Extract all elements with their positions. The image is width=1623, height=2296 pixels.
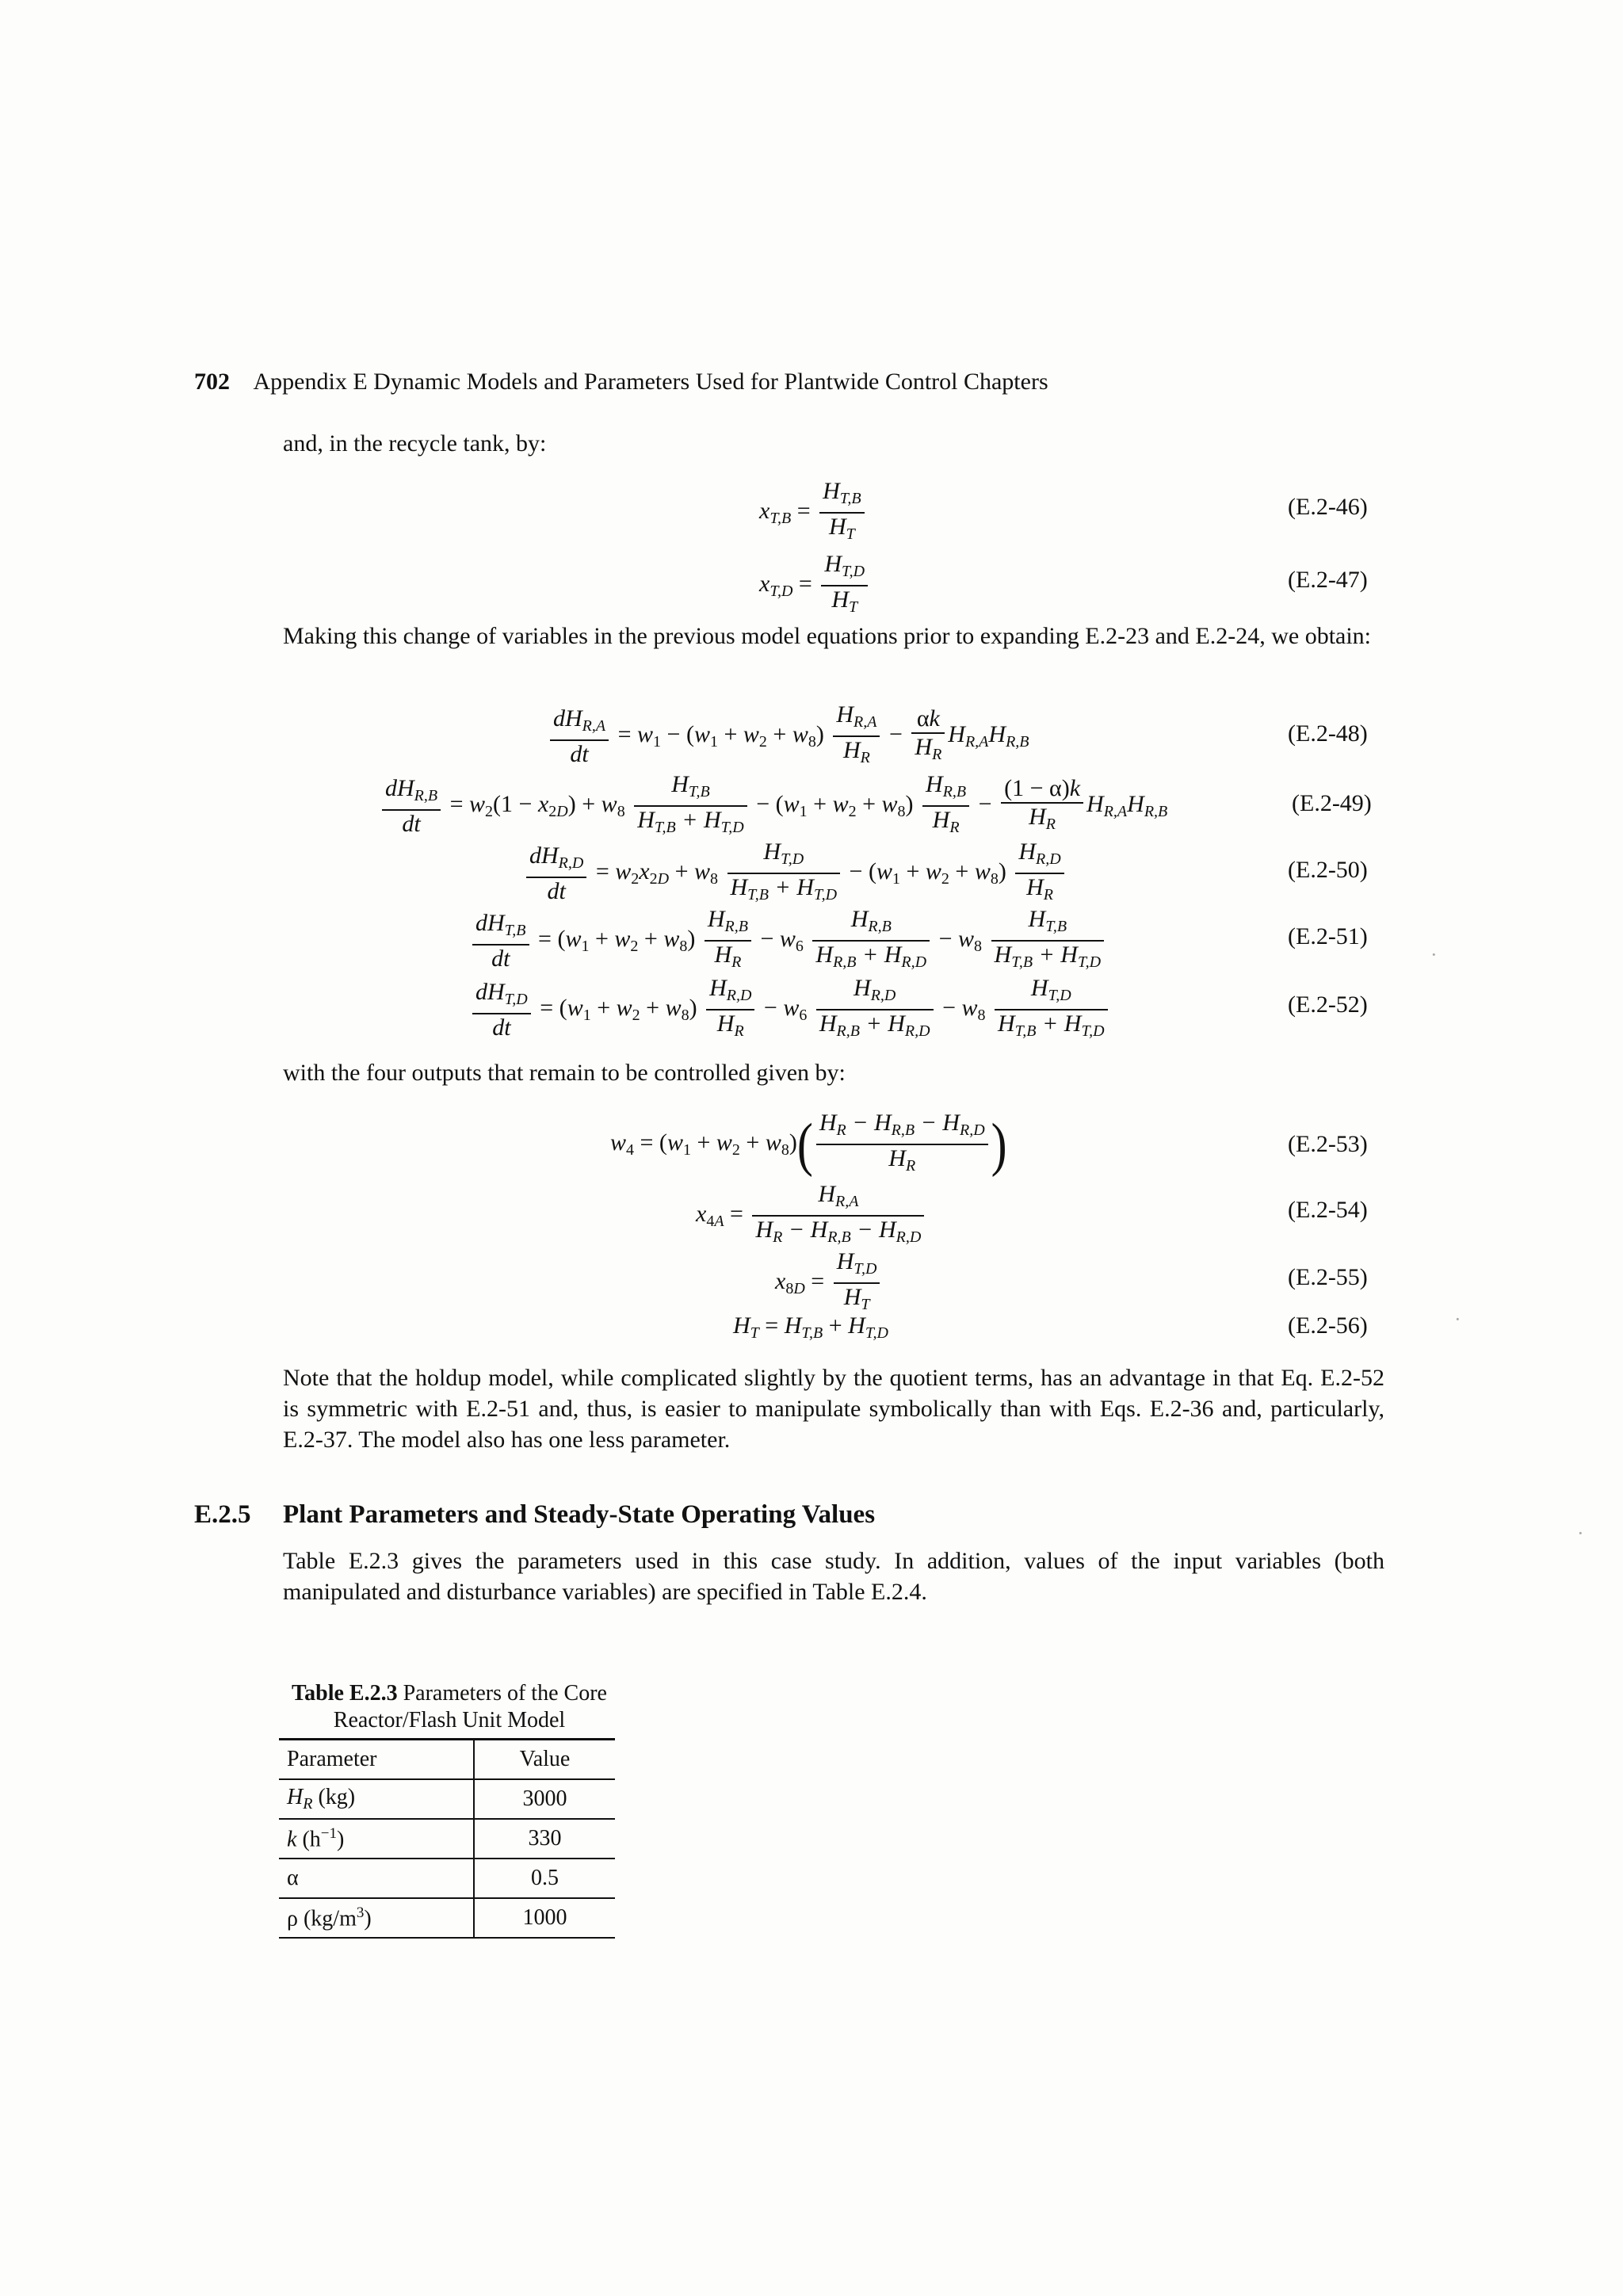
equation-e2-48: $\frac{dH_{R,A}}{dt}$ = $w_1 - (w_1 + w_2 + w_8)$ $\frac{H_{R,A}}{H_R}$ − $\frac{\alpha k}{H_R}$ $H_{R,A}H_{R,B}$: [547, 701, 1029, 771]
section-number: E.2.5: [194, 1500, 251, 1529]
change-vars-text: Making this change of variables in the previous model equations prior to expanding E.2-23 and E.2-24, we obtain:: [283, 623, 1372, 649]
running-title: Appendix E Dynamic Models and Parameters Used for Plantwide Control Chapters: [253, 369, 1048, 395]
table-cell-value: 3000: [474, 1779, 615, 1819]
equation-e2-50: $\frac{dH_{R,D}}{dt}$ = $w_2x_{2D} + w_8$ $\frac{H_{T,D}}{H_{T,B} + H_{T,D}}$ − $(w_1 + w_2 + w_8)$ $\frac{H_{R,D}}{H_R}$: [523, 839, 1067, 908]
table-row: [279, 1859, 615, 1898]
parameters-table: [279, 1738, 615, 1939]
table-cell-param: α: [279, 1859, 474, 1898]
table-row: [279, 1898, 615, 1938]
table-caption: [283, 1680, 616, 1734]
table-caption-label: Table E.2.3: [292, 1681, 398, 1706]
col-header-parameter: Parameter: [279, 1740, 474, 1780]
eq-number-51: (E.2-51): [1288, 923, 1368, 949]
equation-e2-53: $w_4 = (w_1 + w_2 + w_8)$( $\frac{H_R - H_{R,B} - H_{R,D}}{H_R}$ ): [610, 1110, 1007, 1177]
table-cell-param: ρ $(kg/m^3)$: [279, 1898, 474, 1938]
table-cell-value: 0.5: [474, 1859, 615, 1898]
eq-number-53: (E.2-53): [1288, 1131, 1368, 1157]
equation-e2-54: $x_{4A}$ = $\frac{H_{R,A}}{H_R - H_{R,B} - H_{R,D}}$: [696, 1181, 927, 1251]
table-cell-value: 330: [474, 1819, 615, 1859]
page-number: 702: [194, 369, 230, 395]
table-cell-value: 1000: [474, 1898, 615, 1938]
equation-e2-49: $\frac{dH_{R,B}}{dt}$ = $w_2(1 - x_{2D}) + w_8$ $\frac{H_{T,B}}{H_{T,B} + H_{T,D}}$ − $(w_1 + w_2 + w_8)$ $\frac{H_{R,B}}{H_R}$ − $\frac{(1 - \alpha)k}{H_R}$ $H_{R,A}H_{R,B}$: [379, 771, 1167, 841]
equation-e2-51: $\frac{dH_{T,B}}{dt}$ = $(w_1 + w_2 + w_8)$ $\frac{H_{R,B}}{H_R}$ − $w_6$ $\frac{H_{R,B}}{H_{R,B} + H_{R,D}}$ − $w_8$ $\frac{H_{T,B}}{H_{T,B} + H_{T,D}}$: [469, 906, 1107, 976]
table-row: [279, 1819, 615, 1859]
running-head: [194, 366, 1048, 398]
equation-e2-52: $\frac{dH_{T,D}}{dt}$ = $(w_1 + w_2 + w_8)$ $\frac{H_{R,D}}{H_R}$ − $w_6$ $\frac{H_{R,D}}{H_{R,B} + H_{R,D}}$ − $w_8$ $\frac{H_{T,D}}{H_{T,B} + H_{T,D}}$: [469, 975, 1111, 1045]
scan-speck: ·: [1577, 1522, 1584, 1545]
table-cell-param: $H_R$ (kg): [279, 1779, 474, 1819]
eq-number-46: (E.2-46): [1288, 494, 1368, 520]
eq-number-50: (E.2-50): [1288, 857, 1368, 883]
eq-number-48: (E.2-48): [1288, 720, 1368, 747]
eq-number-55: (E.2-55): [1288, 1264, 1368, 1290]
eq-number-56: (E.2-56): [1288, 1312, 1368, 1339]
eq-number-54: (E.2-54): [1288, 1197, 1368, 1223]
equation-e2-55: $x_{8D}$ = $\frac{H_{T,D}}{H_T}$: [775, 1248, 883, 1318]
section-title: Plant Parameters and Steady-State Operating Values: [283, 1500, 876, 1529]
eq-number-52: (E.2-52): [1288, 991, 1368, 1018]
table-cell-param: k $(h^{-1})$: [279, 1819, 474, 1859]
scan-speck: ·: [1430, 943, 1438, 966]
col-header-value: Value: [474, 1740, 615, 1780]
intro-text: and, in the recycle tank, by:: [283, 430, 547, 457]
table-row: [279, 1779, 615, 1819]
equation-e2-47: $x_{T,D}$ = $\frac{H_{T,D}}{H_T}$: [759, 551, 871, 621]
section-body: Table E.2.3 gives the parameters used in this case study. In addition, values of the input variables (both manipulated and disturbance variables) are specified in Table E.2.4.: [283, 1548, 1384, 1605]
eq-number-49: (E.2-49): [1292, 790, 1372, 816]
scan-speck: ·: [1454, 1308, 1461, 1331]
equation-e2-56: $H_T = H_{T,B} + H_{T,D}$: [733, 1312, 888, 1342]
table-caption-text: Parameters of the Core Reactor/Flash Unit Model: [333, 1681, 607, 1733]
four-outputs-text: with the four outputs that remain to be controlled given by:: [283, 1060, 846, 1086]
note-paragraph: Note that the holdup model, while complicated slightly by the quotient terms, has an advantage in that Eq. E.2-52 is symmetric with E.2-51 and, thus, is easier to manipulate symbolically than with Eqs. E.2-36 and, particularly, E.2-37. The model also has one less parameter.: [283, 1365, 1384, 1453]
table-header-row: [279, 1740, 615, 1780]
eq-number-47: (E.2-47): [1288, 567, 1368, 593]
equation-e2-46: $x_{T,B}$ = $\frac{H_{T,B}}{H_T}$: [759, 478, 868, 548]
